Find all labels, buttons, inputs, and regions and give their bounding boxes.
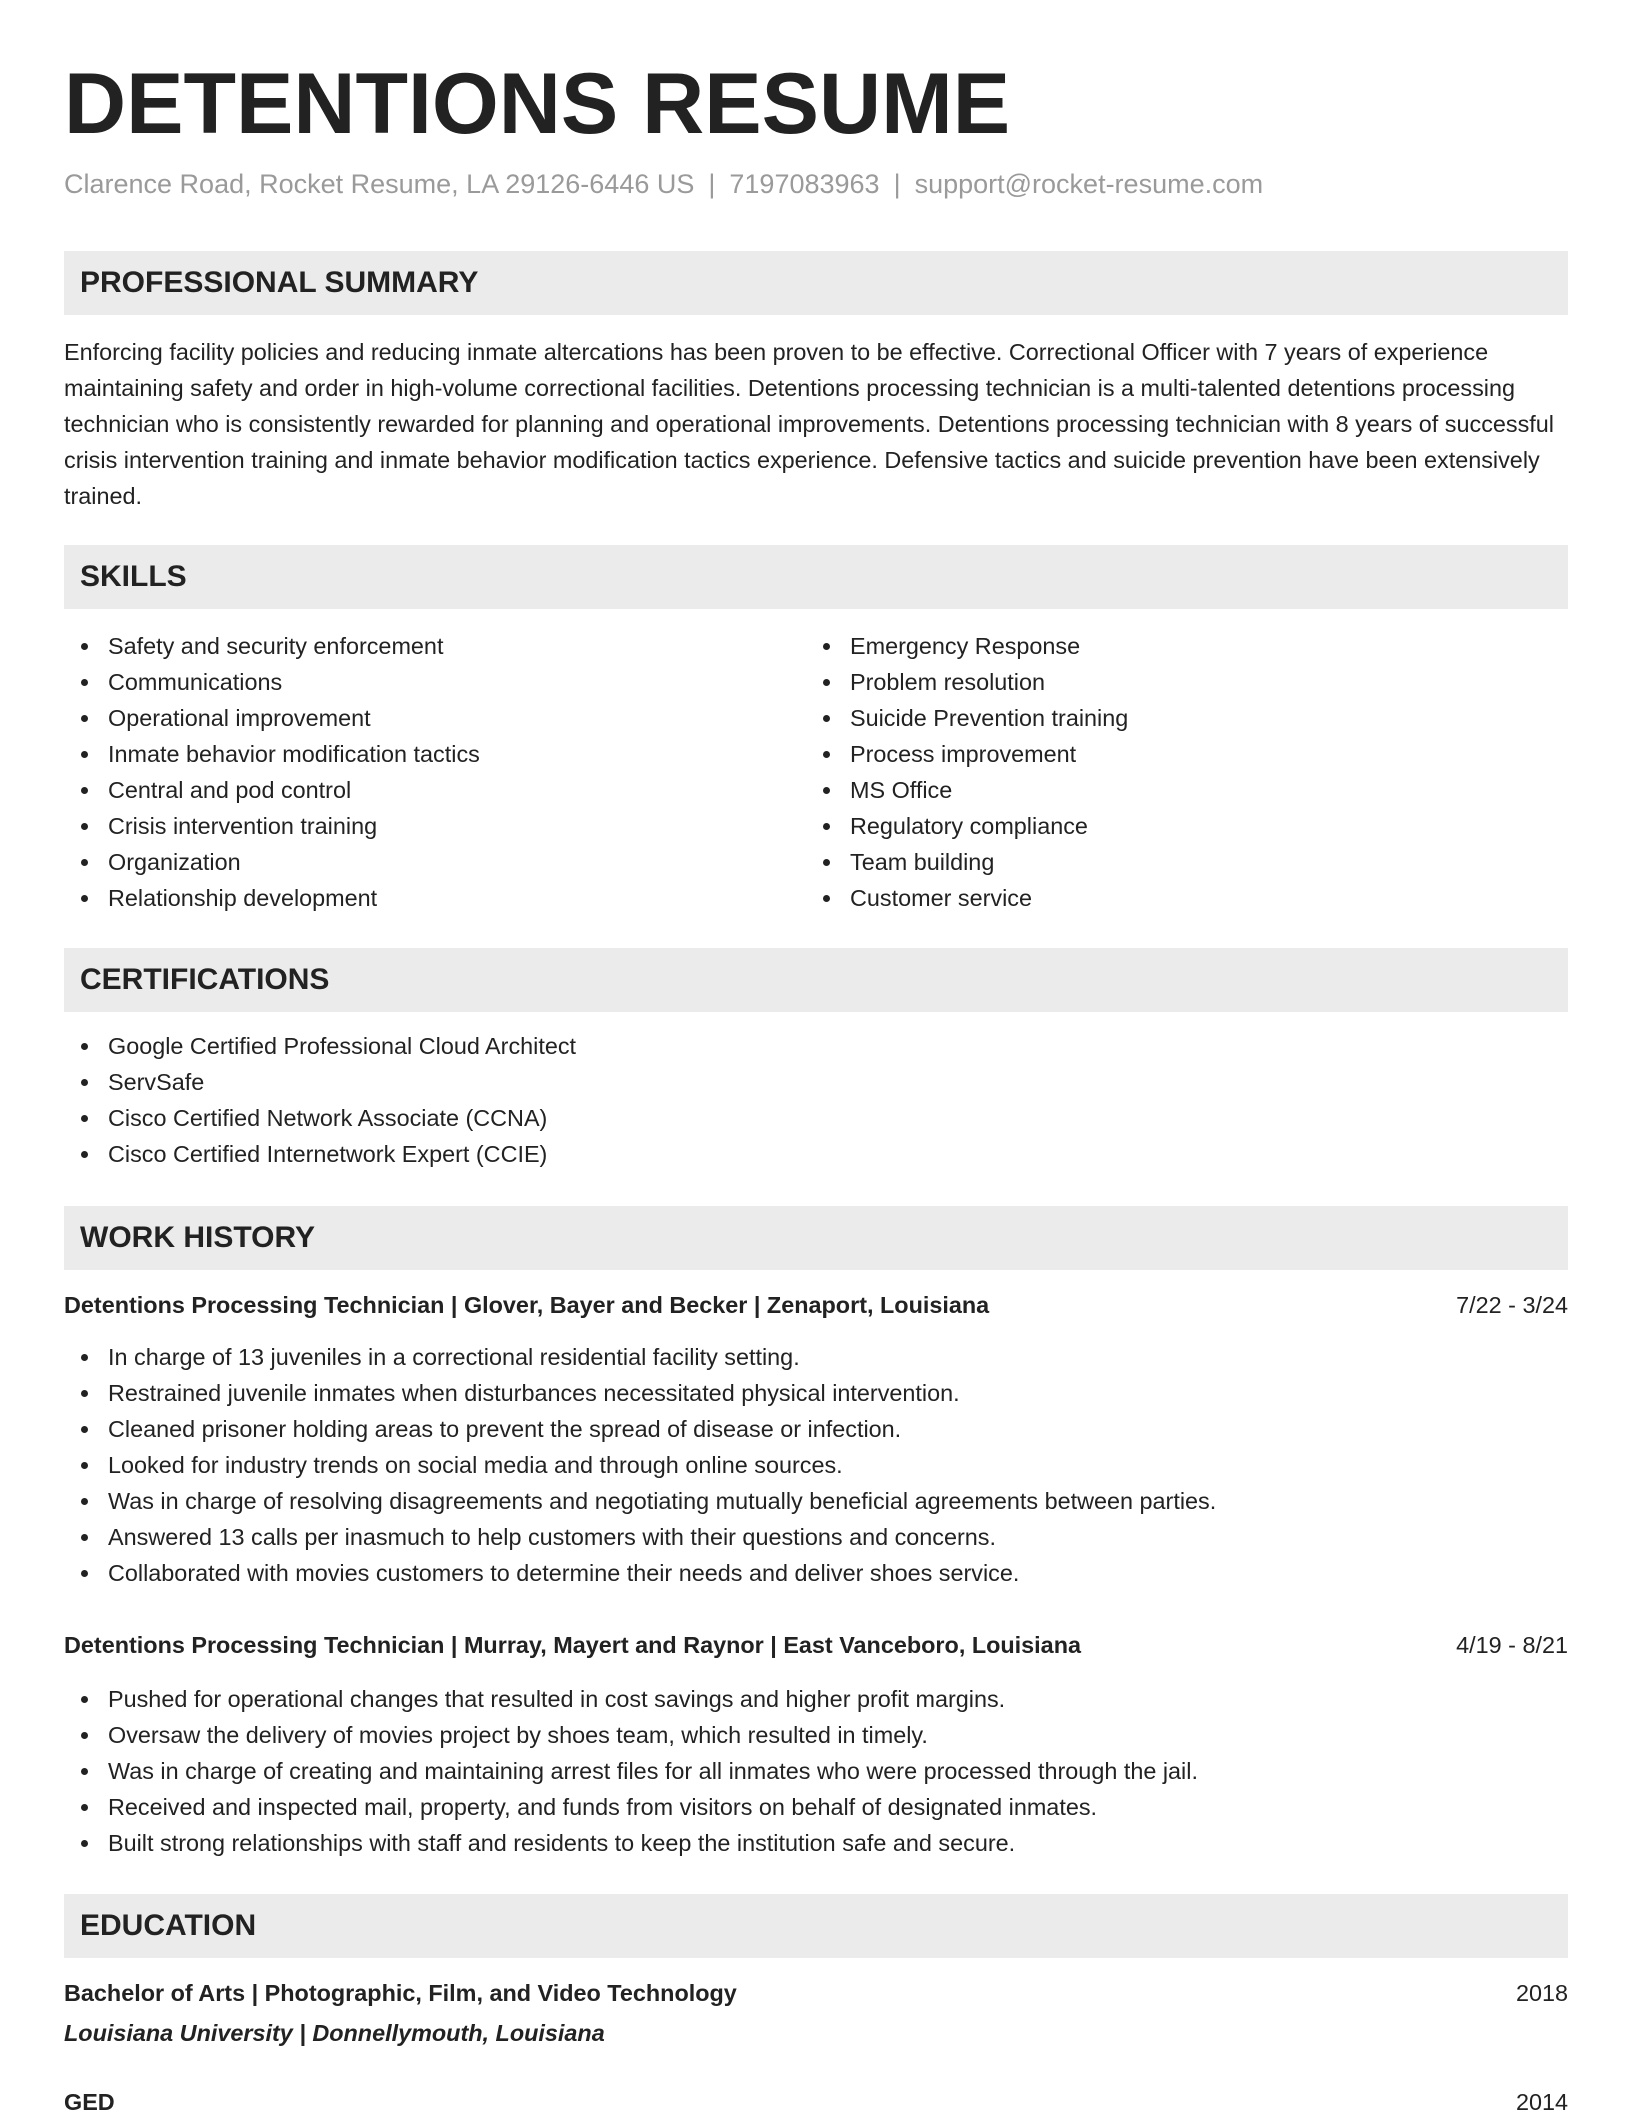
skills-list-left bbox=[64, 628, 804, 916]
duty-item: Answered 13 calls per inasmuch to help customers with their questions and concerns. bbox=[64, 1519, 1568, 1555]
certifications-heading: CERTIFICATIONS bbox=[64, 948, 1568, 1012]
resume-title: DETENTIONS RESUME bbox=[64, 56, 1011, 152]
skill-item: MS Office bbox=[806, 772, 1546, 808]
duty-item: Restrained juvenile inmates when disturbances necessitated physical intervention. bbox=[64, 1375, 1568, 1411]
skill-item: Process improvement bbox=[806, 736, 1546, 772]
duty-item: Was in charge of creating and maintaining arrest files for all inmates who were processed through the jail. bbox=[64, 1753, 1568, 1789]
certifications-list bbox=[64, 1028, 1568, 1172]
certification-item: Cisco Certified Network Associate (CCNA) bbox=[64, 1100, 1568, 1136]
duty-item: Looked for industry trends on social media and through online sources. bbox=[64, 1447, 1568, 1483]
email-link[interactable]: support@rocket-resume.com bbox=[914, 169, 1264, 199]
duty-item: Cleaned prisoner holding areas to prevent the spread of disease or infection. bbox=[64, 1411, 1568, 1447]
skill-item: Crisis intervention training bbox=[64, 808, 804, 844]
duty-item: Collaborated with movies customers to determine their needs and deliver shoes service. bbox=[64, 1555, 1568, 1591]
education-degree: GED bbox=[64, 2089, 115, 2112]
skill-item: Team building bbox=[806, 844, 1546, 880]
skill-item: Relationship development bbox=[64, 880, 804, 916]
work-history-heading: WORK HISTORY bbox=[64, 1206, 1568, 1270]
job-dates: 7/22 - 3/24 bbox=[1456, 1292, 1568, 1318]
duty-item: Received and inspected mail, property, and funds from visitors on behalf of designated inmates. bbox=[64, 1789, 1568, 1825]
education-year: 2014 bbox=[1515, 2089, 1568, 2112]
skill-item: Safety and security enforcement bbox=[64, 628, 804, 664]
education-school: Louisiana University | Donnellymouth, Louisiana bbox=[64, 2020, 605, 2046]
skill-item: Operational improvement bbox=[64, 700, 804, 736]
job-dates: 4/19 - 8/21 bbox=[1456, 1632, 1568, 1658]
job-title: Detentions Processing Technician | Murray, Mayert and Raynor | East Vanceboro, Louisiana bbox=[64, 1632, 1081, 1658]
job-title: Detentions Processing Technician | Glover, Bayer and Becker | Zenaport, Louisiana bbox=[64, 1292, 990, 1318]
phone-text: 7197083963 bbox=[729, 169, 880, 199]
duty-item: Built strong relationships with staff and residents to keep the institution safe and secure. bbox=[64, 1825, 1568, 1861]
education-year: 2018 bbox=[1515, 1980, 1568, 2006]
skill-item: Suicide Prevention training bbox=[806, 700, 1546, 736]
duty-item: Was in charge of resolving disagreements and negotiating mutually beneficial agreements between parties. bbox=[64, 1483, 1568, 1519]
education-heading: EDUCATION bbox=[64, 1894, 1568, 1958]
address-text: Clarence Road, Rocket Resume, LA 29126-6446 US bbox=[64, 169, 695, 199]
skill-item: Customer service bbox=[806, 880, 1546, 916]
skill-item: Regulatory compliance bbox=[806, 808, 1546, 844]
skill-item: Communications bbox=[64, 664, 804, 700]
job-duties-list bbox=[64, 1681, 1568, 1861]
contact-line bbox=[64, 166, 1263, 202]
job-duties-list bbox=[64, 1339, 1568, 1591]
certification-item: ServSafe bbox=[64, 1064, 1568, 1100]
certification-item: Cisco Certified Internetwork Expert (CCIE) bbox=[64, 1136, 1568, 1172]
duty-item: In charge of 13 juveniles in a correctional residential facility setting. bbox=[64, 1339, 1568, 1375]
duty-item: Oversaw the delivery of movies project by shoes team, which resulted in timely. bbox=[64, 1717, 1568, 1753]
skill-item: Organization bbox=[64, 844, 804, 880]
contact-separator: | bbox=[708, 169, 716, 199]
skill-item: Central and pod control bbox=[64, 772, 804, 808]
contact-separator: | bbox=[893, 169, 901, 199]
education-degree: Bachelor of Arts | Photographic, Film, and Video Technology bbox=[64, 1980, 737, 2006]
summary-text: Enforcing facility policies and reducing inmate altercations has been proven to be effective. Correctional Officer with 7 years of experience maintaining safety and order in high-volume correctional facilities. Detentions processing technician is a multi-talented detentions processing technician who is consistently rewarded for planning and operational improvements. Detentions processing technician with 8 years of successful crisis intervention training and inmate behavior modification tactics experience. Defensive tactics and suicide prevention have been extensively trained. bbox=[64, 339, 1554, 509]
skill-item: Inmate behavior modification tactics bbox=[64, 736, 804, 772]
skill-item: Problem resolution bbox=[806, 664, 1546, 700]
skills-heading: SKILLS bbox=[64, 545, 1568, 609]
skill-item: Emergency Response bbox=[806, 628, 1546, 664]
summary-heading: PROFESSIONAL SUMMARY bbox=[64, 251, 1568, 315]
skills-list-right bbox=[806, 628, 1546, 916]
duty-item: Pushed for operational changes that resulted in cost savings and higher profit margins. bbox=[64, 1681, 1568, 1717]
certification-item: Google Certified Professional Cloud Architect bbox=[64, 1028, 1568, 1064]
